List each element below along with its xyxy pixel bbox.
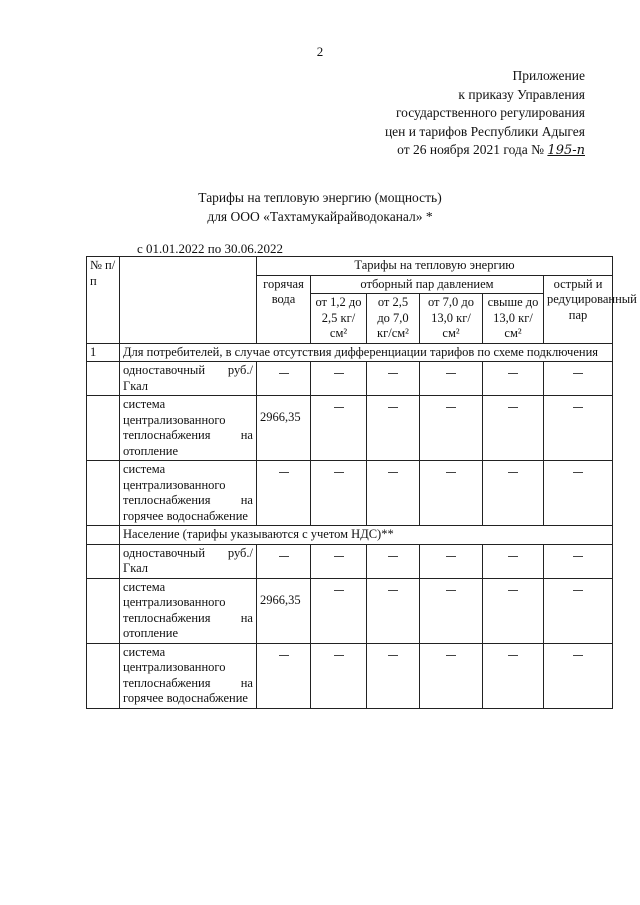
row-num-cell — [87, 643, 120, 708]
dash-mark — [573, 655, 583, 656]
dash-mark — [573, 590, 583, 591]
dash-mark — [334, 373, 344, 374]
order-number-handwritten: 195-п — [547, 143, 585, 158]
dash-mark — [334, 472, 344, 473]
empty-value-dash — [483, 362, 544, 396]
dash-mark — [446, 373, 456, 374]
dash-mark — [279, 373, 289, 374]
empty-value-dash — [420, 362, 483, 396]
header-steam-group: отборный пар давлением — [311, 275, 544, 294]
empty-value-dash — [483, 396, 544, 461]
row-num-cell — [87, 461, 120, 526]
empty-value-dash — [420, 643, 483, 708]
dash-mark — [388, 556, 398, 557]
empty-value-dash — [257, 461, 311, 526]
header-pressure-4: свыше до 13,0 кг/см² — [483, 294, 544, 344]
dash-mark — [279, 556, 289, 557]
title-line: Тарифы на тепловую энергию (мощность) — [198, 190, 442, 205]
appendix-line — [385, 141, 585, 161]
document-title — [0, 189, 640, 226]
header-hot-water: горячая вода — [257, 275, 311, 343]
row-label: система централизованного теплоснабжения на отопление — [120, 578, 257, 643]
empty-value-dash — [544, 578, 613, 643]
table-row — [87, 461, 613, 526]
empty-value-dash — [544, 362, 613, 396]
dash-mark — [334, 556, 344, 557]
header-num: № п/п — [87, 257, 120, 344]
dash-mark — [508, 373, 518, 374]
dash-mark — [573, 407, 583, 408]
dash-mark — [279, 655, 289, 656]
section-title: Население (тарифы указываются с учетом НДС)** — [120, 526, 613, 545]
table-row — [87, 578, 613, 643]
header-sharp-steam: острый и редуцированный пар — [544, 275, 613, 343]
dash-mark — [508, 556, 518, 557]
empty-value-dash — [544, 396, 613, 461]
section-number: 1 — [87, 343, 120, 362]
dash-mark — [334, 655, 344, 656]
row-num-cell — [87, 396, 120, 461]
hot-water-value: 2966,35 — [257, 396, 311, 461]
header-empty — [120, 257, 257, 344]
empty-value-dash — [483, 643, 544, 708]
empty-value-dash — [367, 362, 420, 396]
empty-value-dash — [257, 544, 311, 578]
row-label: система централизованного теплоснабжения на горячее водоснабжение — [120, 643, 257, 708]
table-row — [87, 396, 613, 461]
empty-value-dash — [367, 544, 420, 578]
dash-mark — [446, 556, 456, 557]
empty-value-dash — [420, 544, 483, 578]
empty-value-dash — [544, 461, 613, 526]
dash-mark — [446, 472, 456, 473]
header-tariffs: Тарифы на тепловую энергию — [257, 257, 613, 276]
empty-value-dash — [367, 396, 420, 461]
empty-value-dash — [257, 643, 311, 708]
empty-value-dash — [483, 578, 544, 643]
row-label: одноставочный руб./Гкал — [120, 544, 257, 578]
row-label: одноставочный руб./Гкал — [120, 362, 257, 396]
row-label: система централизованного теплоснабжения на горячее водоснабжение — [120, 461, 257, 526]
row-num-cell — [87, 544, 120, 578]
dash-mark — [334, 590, 344, 591]
section-number — [87, 526, 120, 545]
header-pressure-3: от 7,0 до 13,0 кг/см² — [420, 294, 483, 344]
dash-mark — [388, 373, 398, 374]
empty-value-dash — [311, 578, 367, 643]
appendix-line: государственного регулирования — [395, 105, 585, 120]
row-label: система централизованного теплоснабжения на отопление — [120, 396, 257, 461]
title-line: для ООО «Тахтамукайрайводоканал» * — [207, 208, 433, 224]
tariff-table — [86, 256, 637, 709]
table-row — [87, 544, 613, 578]
appendix-block — [385, 67, 585, 161]
dash-mark — [446, 407, 456, 408]
appendix-line: к приказу Управления — [458, 86, 585, 102]
dash-mark — [573, 373, 583, 374]
table-row — [87, 643, 613, 708]
dash-mark — [388, 590, 398, 591]
empty-value-dash — [483, 461, 544, 526]
empty-value-dash — [311, 396, 367, 461]
empty-value-dash — [367, 578, 420, 643]
section-row — [87, 343, 613, 362]
page-number: 2 — [316, 44, 324, 59]
dash-mark — [279, 472, 289, 473]
empty-value-dash — [311, 643, 367, 708]
header-pressure-1: от 1,2 до 2,5 кг/см² — [311, 294, 367, 344]
empty-value-dash — [544, 643, 613, 708]
section-title: Для потребителей, в случае отсутствия дифференциации тарифов по схеме подключения — [120, 343, 613, 362]
dash-mark — [573, 556, 583, 557]
dash-mark — [388, 407, 398, 408]
empty-value-dash — [311, 362, 367, 396]
empty-value-dash — [367, 643, 420, 708]
empty-value-dash — [311, 544, 367, 578]
dash-mark — [446, 655, 456, 656]
dash-mark — [508, 407, 518, 408]
empty-value-dash — [367, 461, 420, 526]
empty-value-dash — [420, 578, 483, 643]
empty-value-dash — [420, 396, 483, 461]
row-num-cell — [87, 578, 120, 643]
row-num-cell — [87, 362, 120, 396]
empty-value-dash — [420, 461, 483, 526]
dash-mark — [446, 590, 456, 591]
section-row — [87, 526, 613, 545]
period-label: с 01.01.2022 по 30.06.2022 — [137, 241, 283, 256]
empty-value-dash — [544, 544, 613, 578]
dash-mark — [334, 407, 344, 408]
header-pressure-2: от 2,5 до 7,0 кг/см² — [367, 294, 420, 344]
dash-mark — [508, 655, 518, 656]
empty-value-dash — [483, 544, 544, 578]
appendix-line: Приложение — [512, 68, 585, 83]
empty-value-dash — [257, 362, 311, 396]
dash-mark — [388, 472, 398, 473]
hot-water-value: 2966,35 — [257, 578, 311, 643]
dash-mark — [508, 472, 518, 473]
dash-mark — [388, 655, 398, 656]
dash-mark — [508, 590, 518, 591]
order-date: от 26 ноября 2021 года № — [397, 142, 545, 157]
dash-mark — [573, 472, 583, 473]
table-row — [87, 362, 613, 396]
empty-value-dash — [311, 461, 367, 526]
appendix-line: цен и тарифов Республики Адыгея — [384, 123, 585, 139]
